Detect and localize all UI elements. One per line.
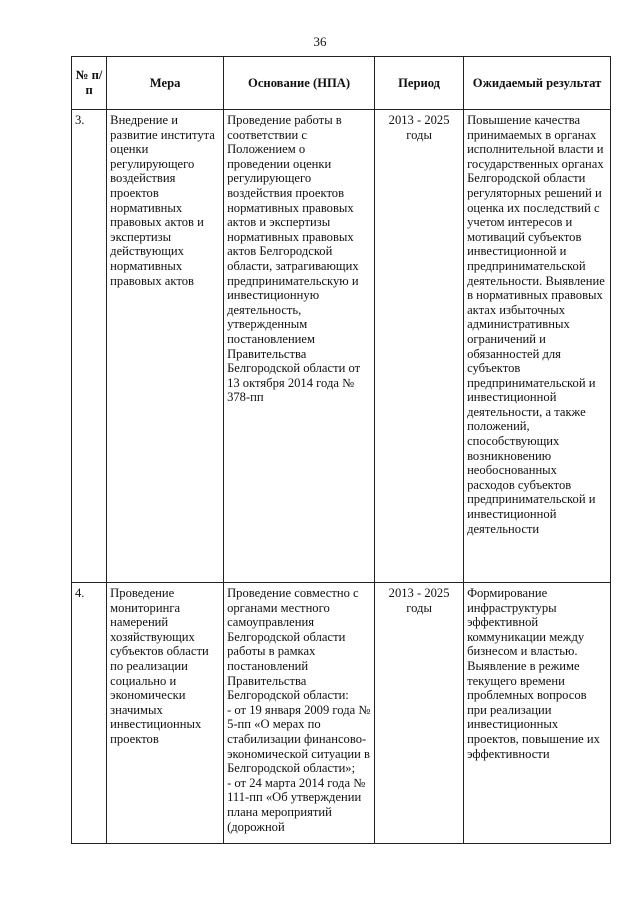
basis-cell: Проведение работы в соответствии с Положением о проведении оценки регулирующего воздействия проектов нормативных правовых актов и экспертизы нормативных правовых актов Белгородской области, затрагивающих предпринимательскую и инвестиционную деятельность, утвержденным постановлением Правительства Белгородской области от 13 октября 2014 года № 378-пп [224,110,375,583]
basis-cell [224,583,375,844]
header-result: Ожидаемый результат [464,57,611,110]
result-cell: Повышение качества принимаемых в органах исполнительной власти и государственных органах Белгородской области регуляторных решений и оценка их последствий с учетом интересов и мотиваций субъектов инвестиционной и предпринимательской деятельности. Выявление в нормативных правовых актах избыточных административных ограничений и обязанностей для субъектов предпринимательской и инвестиционной деятельности, а также положений, способствующих возникновению необоснованных расходов субъектов предпринимательской и инвестиционной деятельности [464,110,611,583]
basis-paragraph: - от 24 марта 2014 года № 111-пп «Об утверждении плана мероприятий (дорожной [227,775,366,834]
header-basis: Основание (НПА) [224,57,375,110]
table-row [72,583,611,844]
basis-paragraph: - от 19 января 2009 года № 5-пп «О мерах по стабилизации финансово-экономической ситуации в Белгородской области»; [227,702,371,776]
table-header-row [72,57,611,110]
header-period: Период [375,57,464,110]
page-number: 36 [313,34,327,49]
period-cell: 2013 - 2025 годы [375,110,464,583]
measures-table [71,56,611,844]
measure-cell: Внедрение и развитие института оценки регулирующего воздействия проектов нормативных правовых актов и экспертизы действующих нормативных правовых актов [107,110,224,583]
header-num: № п/п [72,57,107,110]
row-number: 3. [72,110,107,583]
table-row [72,110,611,583]
basis-paragraph: Проведение совместно с органами местного самоуправления Белгородской области работы в рамках постановлений Правительства Белгородской области: [227,586,359,703]
result-cell: Формирование инфраструктуры эффективной коммуникации между бизнесом и властью. Выявление в режиме текущего времени проблемных вопросов при реализации инвестиционных проектов, повышение их эффективности [464,583,611,844]
period-cell: 2013 - 2025 годы [375,583,464,844]
measure-cell: Проведение мониторинга намерений хозяйствующих субъектов области по реализации социально и экономически значимых инвестиционных проектов [107,583,224,844]
row-number: 4. [72,583,107,844]
header-measure: Мера [107,57,224,110]
